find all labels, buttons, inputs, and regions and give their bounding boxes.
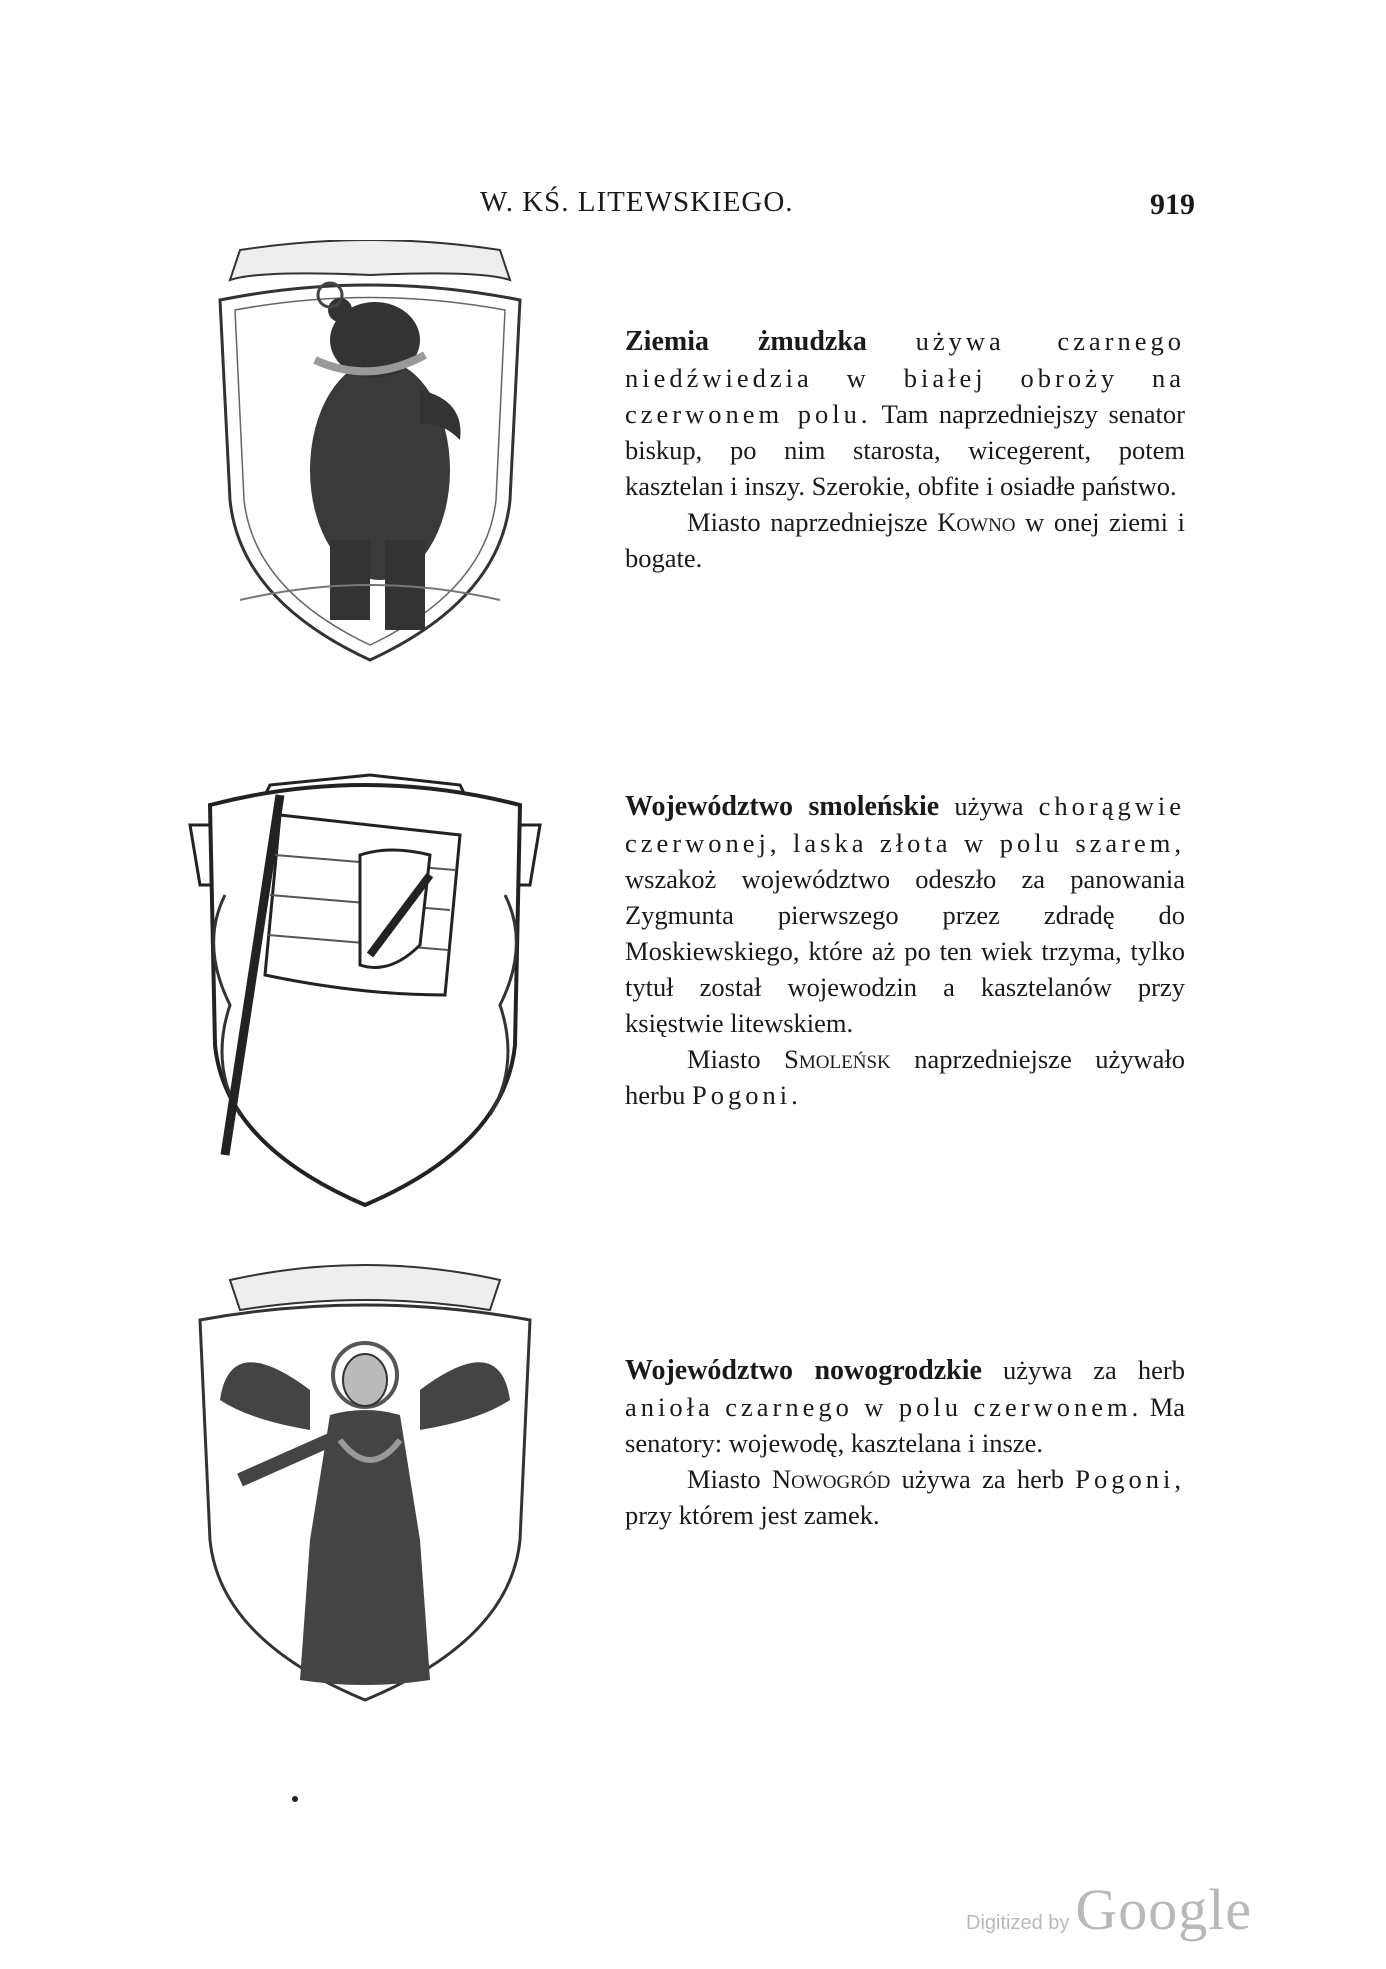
google-logo: Google: [1075, 1877, 1253, 1942]
city-suffix: w onej ziemi i bogate.: [625, 507, 1186, 573]
section-zmudzka: [625, 323, 1185, 576]
city-prefix: Miasto: [687, 1464, 761, 1494]
section-lead: używa za herb: [1003, 1355, 1185, 1385]
digitized-label: Digitized by: [966, 1912, 1070, 1934]
section-body: wszakoż województwo odeszło za panowania Zygmunta pierwszego przez zdradę do Moskiewskiego, które aż po ten wiek trzyma, tylko tytuł został wojewodzin a kasztelanów przy księstwie litewskiem.: [625, 864, 1185, 1038]
city-suffix: używa za herb: [901, 1464, 1064, 1494]
section-lead: używa: [954, 791, 1024, 821]
section-heading: Województwo nowogrodzkie: [625, 1355, 982, 1386]
bear-crest-icon: [180, 240, 560, 680]
section-intro: chorągwie czerwonej, laska złota w polu szarem,: [625, 791, 1185, 858]
angel-crest-icon: [170, 1240, 560, 1710]
city-prefix: Miasto: [687, 1044, 761, 1074]
section-intro: anioła czarnego w polu czerwonem.: [625, 1392, 1143, 1422]
city-end: przy którem jest zamek.: [625, 1500, 880, 1530]
section-body: Ma senatory: wojewodę, kasztelana i insze.: [625, 1392, 1186, 1458]
city-suffix: naprzedniejsze używało herbu: [625, 1044, 1185, 1110]
city-herb: Pogoni,: [1075, 1464, 1186, 1494]
section-body: Tam naprzedniejszy senator biskup, po nim starosta, wicegerent, potem kasztelan i inszy. Szerokie, obfite i osiadłe państwo.: [625, 399, 1185, 501]
ink-blot: [292, 1796, 298, 1802]
section-heading: Województwo smoleńskie: [625, 791, 940, 822]
section-smolenskie: [625, 788, 1185, 1113]
city-name: Smoleńsk: [784, 1044, 891, 1074]
section-intro: używa czarnego niedźwiedzia w białej obroży na czerwonem polu.: [625, 326, 1185, 429]
running-header: W. KŚ. LITEWSKIEGO.: [480, 186, 794, 218]
page-number: 919: [1150, 188, 1195, 221]
banner-crest-icon: [170, 745, 560, 1215]
city-prefix: Miasto naprzedniejsze: [687, 507, 928, 537]
city-herb: Pogoni.: [691, 1080, 802, 1110]
city-name: Nowogród: [771, 1464, 891, 1494]
city-name: Kowno: [937, 507, 1016, 537]
section-nowogrodzkie: [625, 1352, 1185, 1533]
section-heading: Ziemia żmudzka: [625, 326, 867, 357]
digitized-watermark: [966, 1876, 1252, 1943]
